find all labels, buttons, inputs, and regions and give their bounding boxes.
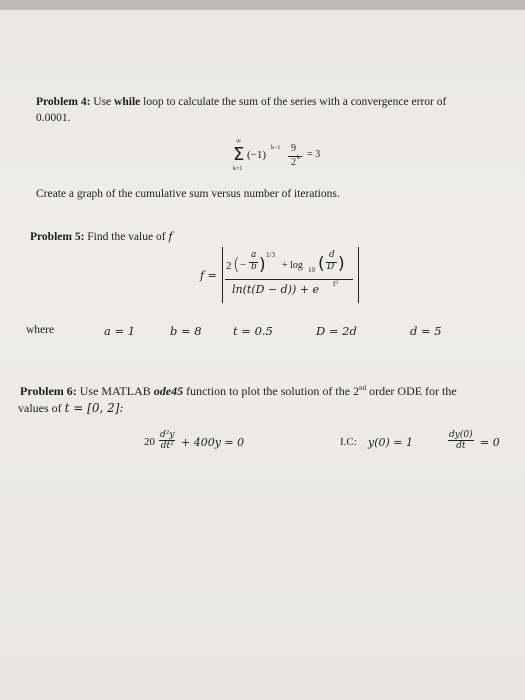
f-equals: f = bbox=[200, 269, 217, 282]
series-den-exp: k bbox=[297, 155, 300, 161]
num-coef: 2 bbox=[226, 260, 232, 272]
value-D: D = 2d bbox=[316, 324, 357, 338]
problem-6-label: Problem 6: bbox=[20, 384, 77, 398]
ode-frac bbox=[159, 430, 175, 451]
values-row bbox=[0, 324, 525, 340]
where-label: where bbox=[26, 324, 55, 336]
paper-page bbox=[0, 10, 525, 700]
problem-5-var: f bbox=[168, 229, 173, 243]
series-exp: k−1 bbox=[271, 145, 281, 151]
num-log-sub: 10 bbox=[308, 266, 315, 274]
problem-4-graph-text: Create a graph of the cumulative sum versus number of iterations. bbox=[36, 188, 340, 200]
f-formula bbox=[198, 245, 368, 307]
problem-6-line-2 bbox=[18, 401, 123, 416]
num-log-n: d bbox=[329, 250, 335, 260]
problem-6-text-1: Use MATLAB bbox=[79, 384, 151, 398]
ic-2-d: dt bbox=[456, 441, 466, 451]
num-log: + log bbox=[282, 260, 303, 271]
minus-sign: − bbox=[240, 259, 247, 271]
ode-rest: + 400y = 0 bbox=[181, 436, 245, 449]
problem-4-line-2: 0.0001. bbox=[36, 112, 71, 124]
log-paren-left-icon: ( bbox=[318, 254, 325, 274]
ic-label: I.C: bbox=[340, 436, 357, 448]
ode45-func: ode45 bbox=[153, 384, 184, 398]
t-range: t = [0, 2]: bbox=[64, 401, 124, 415]
ic-2-rest: = 0 bbox=[480, 436, 500, 449]
num-log-d: D bbox=[327, 262, 335, 272]
value-b: b = 8 bbox=[170, 324, 202, 338]
problem-4-text-1: Use bbox=[93, 96, 112, 108]
problem-4-line-1 bbox=[36, 96, 446, 108]
series-den: 2 bbox=[291, 157, 296, 168]
series-upper: ∞ bbox=[236, 137, 241, 145]
denominator: ln(t(D − d)) + e bbox=[232, 283, 319, 296]
num-exp: 1/3 bbox=[266, 251, 275, 259]
ic-2-n: dy(0) bbox=[449, 430, 473, 440]
problem-5-text: Find the value of bbox=[87, 231, 166, 243]
ode-coef: 20 bbox=[144, 436, 155, 448]
ode-equation bbox=[144, 430, 314, 460]
num-frac-n: a bbox=[251, 250, 257, 260]
value-a: a = 1 bbox=[104, 324, 136, 338]
series-formula bbox=[233, 137, 343, 176]
problem-4-bold-word: while bbox=[114, 96, 141, 108]
problem-6-text-3: order ODE for the bbox=[369, 384, 457, 398]
ode-frac-d: dt² bbox=[160, 441, 174, 451]
sigma-icon: Σ bbox=[233, 144, 245, 165]
log-paren-right-icon: ) bbox=[338, 254, 345, 274]
paren-right-icon: ) bbox=[259, 255, 266, 275]
num-frac-d: b bbox=[251, 262, 257, 272]
problem-6-text-2: function to plot the solution of the 2 bbox=[186, 384, 360, 398]
problem-5-label: Problem 5: bbox=[30, 231, 85, 243]
problem-6-line-1 bbox=[20, 384, 457, 399]
value-t: t = 0.5 bbox=[233, 324, 273, 338]
value-d: d = 5 bbox=[410, 324, 442, 338]
ode-frac-n: d²y bbox=[160, 430, 175, 440]
problem-4-label: Problem 4: bbox=[36, 96, 91, 108]
series-lower: k=1 bbox=[233, 166, 243, 172]
series-result: = 3 bbox=[307, 149, 321, 160]
problem-6-text-4: values of bbox=[18, 401, 62, 415]
den-exp: t² bbox=[333, 280, 339, 288]
problem-5-line bbox=[30, 229, 173, 243]
ic-1: y(0) = 1 bbox=[368, 436, 414, 449]
series-body: (−1) bbox=[247, 149, 267, 161]
paren-left-icon: ( bbox=[233, 255, 240, 275]
problem-4-text-2: loop to calculate the sum of the series with a convergence error of bbox=[143, 96, 447, 108]
series-num: 9 bbox=[291, 143, 296, 154]
nd-sup: nd bbox=[359, 384, 367, 392]
ic-2-frac bbox=[448, 430, 474, 451]
initial-conditions bbox=[340, 430, 520, 460]
